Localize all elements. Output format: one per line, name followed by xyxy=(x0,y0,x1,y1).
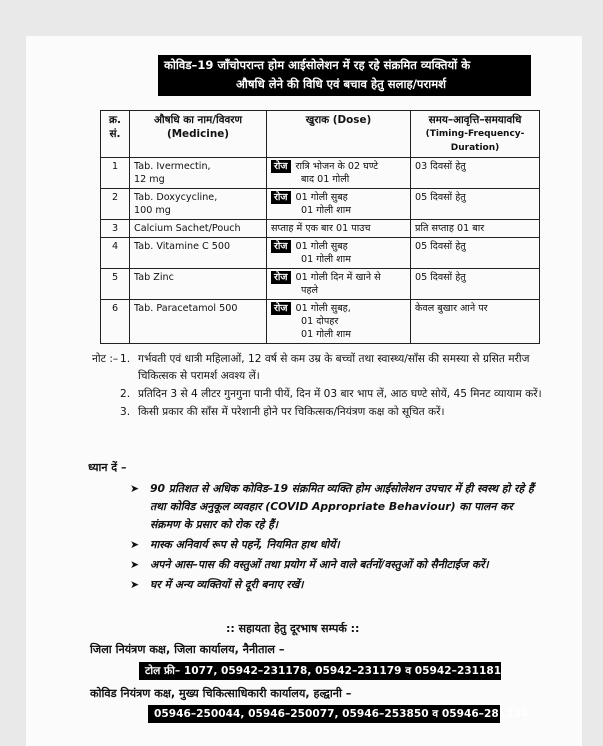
row-medicine xyxy=(130,158,267,189)
medicine-strength: 12 mg xyxy=(134,174,165,185)
note-text: प्रतिदिन 3 से 4 लीटर गुनगुना पानी पीयें, दिन में 03 बार भाप लें, आठ घण्टे सोयें, 45 मिनट व्यायाम करें। xyxy=(138,388,542,400)
covid-phone-numbers: 05946–250044, 05946–250077, 05946–253850 व 05946–281234 xyxy=(148,705,500,723)
attention-text: घर में अन्य व्यक्तियों से दूरी बनाए रखें। xyxy=(150,578,304,591)
row-sn: 5 xyxy=(101,269,130,300)
roz-badge: रोज xyxy=(271,191,291,204)
arrow-bullet-icon: ➤ xyxy=(130,538,140,551)
header-medicine xyxy=(130,111,267,158)
row-medicine xyxy=(130,238,267,269)
row-dose xyxy=(267,158,411,189)
attention-item xyxy=(130,556,546,574)
row-sn: 6 xyxy=(101,300,130,344)
attention-list xyxy=(130,480,546,596)
table-row xyxy=(101,269,540,300)
note-item xyxy=(92,351,552,385)
note-item xyxy=(92,386,552,403)
title-line-2: औषधि लेने की विधि एवं बचाव हेतु सलाह/परामर्श xyxy=(236,77,447,91)
table-row xyxy=(101,220,540,238)
dose-line: 01 गोली सुबह xyxy=(295,192,348,203)
header-timing xyxy=(411,111,540,158)
row-timing: प्रति सप्ताह 01 बार xyxy=(411,220,540,238)
header-medicine-hi: औषधि का नाम/विवरण xyxy=(153,114,243,126)
medicine-name: Tab. Ivermectin, xyxy=(134,161,211,172)
attention-heading: ध्यान दें – xyxy=(88,461,127,474)
row-timing: 05 दिवसों हेतु xyxy=(411,189,540,220)
notes-section xyxy=(92,351,552,422)
row-timing: 05 दिवसों हेतु xyxy=(411,238,540,269)
medicine-name: Tab. Paracetamol 500 xyxy=(134,303,238,314)
attention-text: मास्क अनिवार्य रूप से पहनें, नियमित हाथ धोयें। xyxy=(150,538,340,551)
row-dose xyxy=(267,238,411,269)
header-medicine-en: (Medicine) xyxy=(166,128,230,140)
row-sn: 2 xyxy=(101,189,130,220)
dose-line: 01 गोली सुबह xyxy=(295,241,348,252)
dose-line: सप्ताह में एक बार 01 पाउच xyxy=(271,223,371,234)
header-timing-hi: समय–आवृत्ति–समयावधि xyxy=(428,114,522,126)
roz-badge: रोज xyxy=(271,271,291,284)
dose-line: 01 गोली शाम xyxy=(301,329,351,340)
row-timing: केवल बुखार आने पर xyxy=(411,300,540,344)
dose-line: 01 गोली दिन में खाने से xyxy=(295,272,381,283)
notes-label: नोट :– xyxy=(92,353,119,365)
medicine-name: Tab. Doxycycline, xyxy=(134,192,218,203)
row-dose xyxy=(267,300,411,344)
row-medicine xyxy=(130,269,267,300)
row-sn: 3 xyxy=(101,220,130,238)
dose-line: 01 दोपहर xyxy=(301,316,339,327)
row-dose xyxy=(267,220,411,238)
arrow-bullet-icon: ➤ xyxy=(130,558,140,571)
header-timing-en: (Timing-Frequency-Duration) xyxy=(425,129,525,153)
roz-badge: रोज xyxy=(271,160,291,173)
note-item xyxy=(92,404,552,421)
table-row xyxy=(101,238,540,269)
table-header-row xyxy=(101,111,540,158)
row-medicine xyxy=(130,220,267,238)
medicine-name: Calcium Sachet/Pouch xyxy=(134,223,241,234)
table-row xyxy=(101,158,540,189)
note-text: किसी प्रकार की साँस में परेशानी होने पर चिकित्सक/नियंत्रण कक्ष को सूचित करें। xyxy=(138,406,445,418)
dose-line: 01 गोली शाम xyxy=(301,205,351,216)
attention-item xyxy=(130,536,546,554)
district-control-room: जिला नियंत्रण कक्ष, जिला कार्यालय, नैनीताल – xyxy=(90,643,285,656)
arrow-bullet-icon: ➤ xyxy=(130,482,140,495)
row-timing: 03 दिवसों हेतु xyxy=(411,158,540,189)
arrow-bullet-icon: ➤ xyxy=(130,578,140,591)
note-number: 1. xyxy=(120,353,131,365)
table-row xyxy=(101,189,540,220)
dose-line: 01 गोली शाम xyxy=(301,254,351,265)
table-row xyxy=(101,300,540,344)
row-timing: 05 दिवसों हेतु xyxy=(411,269,540,300)
attention-text: अपने आस–पास की वस्तुओं तथा प्रयोग में आने वाले बर्तनों/वस्तुओं को सैनीटाईज करें। xyxy=(150,558,489,571)
dose-line: रात्रि भोजन के 02 घण्टे xyxy=(295,161,379,172)
district-phone-numbers: टोल फ्री– 1077, 05942–231178, 05942–231179 व 05942–231181 xyxy=(139,662,501,680)
medicine-name: Tab Zinc xyxy=(134,272,174,283)
roz-badge: रोज xyxy=(271,302,291,315)
note-number: 3. xyxy=(120,406,131,418)
dose-line: पहले xyxy=(301,285,319,296)
attention-text: 90 प्रतिशत से अधिक कोविड–19 संक्रमित व्यक्ति होम आईसोलेशन उपचार में ही स्वस्थ हो रहे हैं तथा कोविड अनुकूल व्यवहार (COVID Appropriate Behaviour) का पालन कर संक्रमण के प्रसार को रोक रहे हैं। xyxy=(150,482,534,531)
title-line-1: कोविड–19 जाँचोपरान्त होम आईसोलेशन में रह रहे संक्रमित व्यक्तियों के xyxy=(164,58,471,72)
dose-line: बाद 01 गोली xyxy=(301,174,350,185)
roz-badge: रोज xyxy=(271,240,291,253)
row-medicine xyxy=(130,300,267,344)
row-sn: 1 xyxy=(101,158,130,189)
note-number: 2. xyxy=(120,388,131,400)
header-sn: क्र. सं. xyxy=(101,111,130,158)
attention-item xyxy=(130,480,546,534)
row-dose xyxy=(267,189,411,220)
helpline-heading: :: सहायता हेतु दूरभाष सम्पर्क :: xyxy=(226,622,360,635)
document-title xyxy=(158,55,531,96)
covid-control-room: कोविड नियंत्रण कक्ष, मुख्य चिकित्साधिकारी कार्यालय, हल्द्वानी – xyxy=(90,687,352,700)
note-text: गर्भवती एवं धात्री महिलाओं, 12 वर्ष से कम उम्र के बच्चों तथा स्वास्थ्य/साँस की समस्या से ग्रसित मरीज चिकित्सक से परामर्श अवश्य लें। xyxy=(138,353,530,382)
medicine-table xyxy=(100,110,540,344)
attention-item xyxy=(130,576,546,594)
medicine-name: Tab. Vitamine C 500 xyxy=(134,241,231,252)
row-dose xyxy=(267,269,411,300)
header-dose: खुराक (Dose) xyxy=(267,111,411,158)
row-sn: 4 xyxy=(101,238,130,269)
medicine-strength: 100 mg xyxy=(134,205,171,216)
row-medicine xyxy=(130,189,267,220)
dose-line: 01 गोली सुबह, xyxy=(295,303,351,314)
